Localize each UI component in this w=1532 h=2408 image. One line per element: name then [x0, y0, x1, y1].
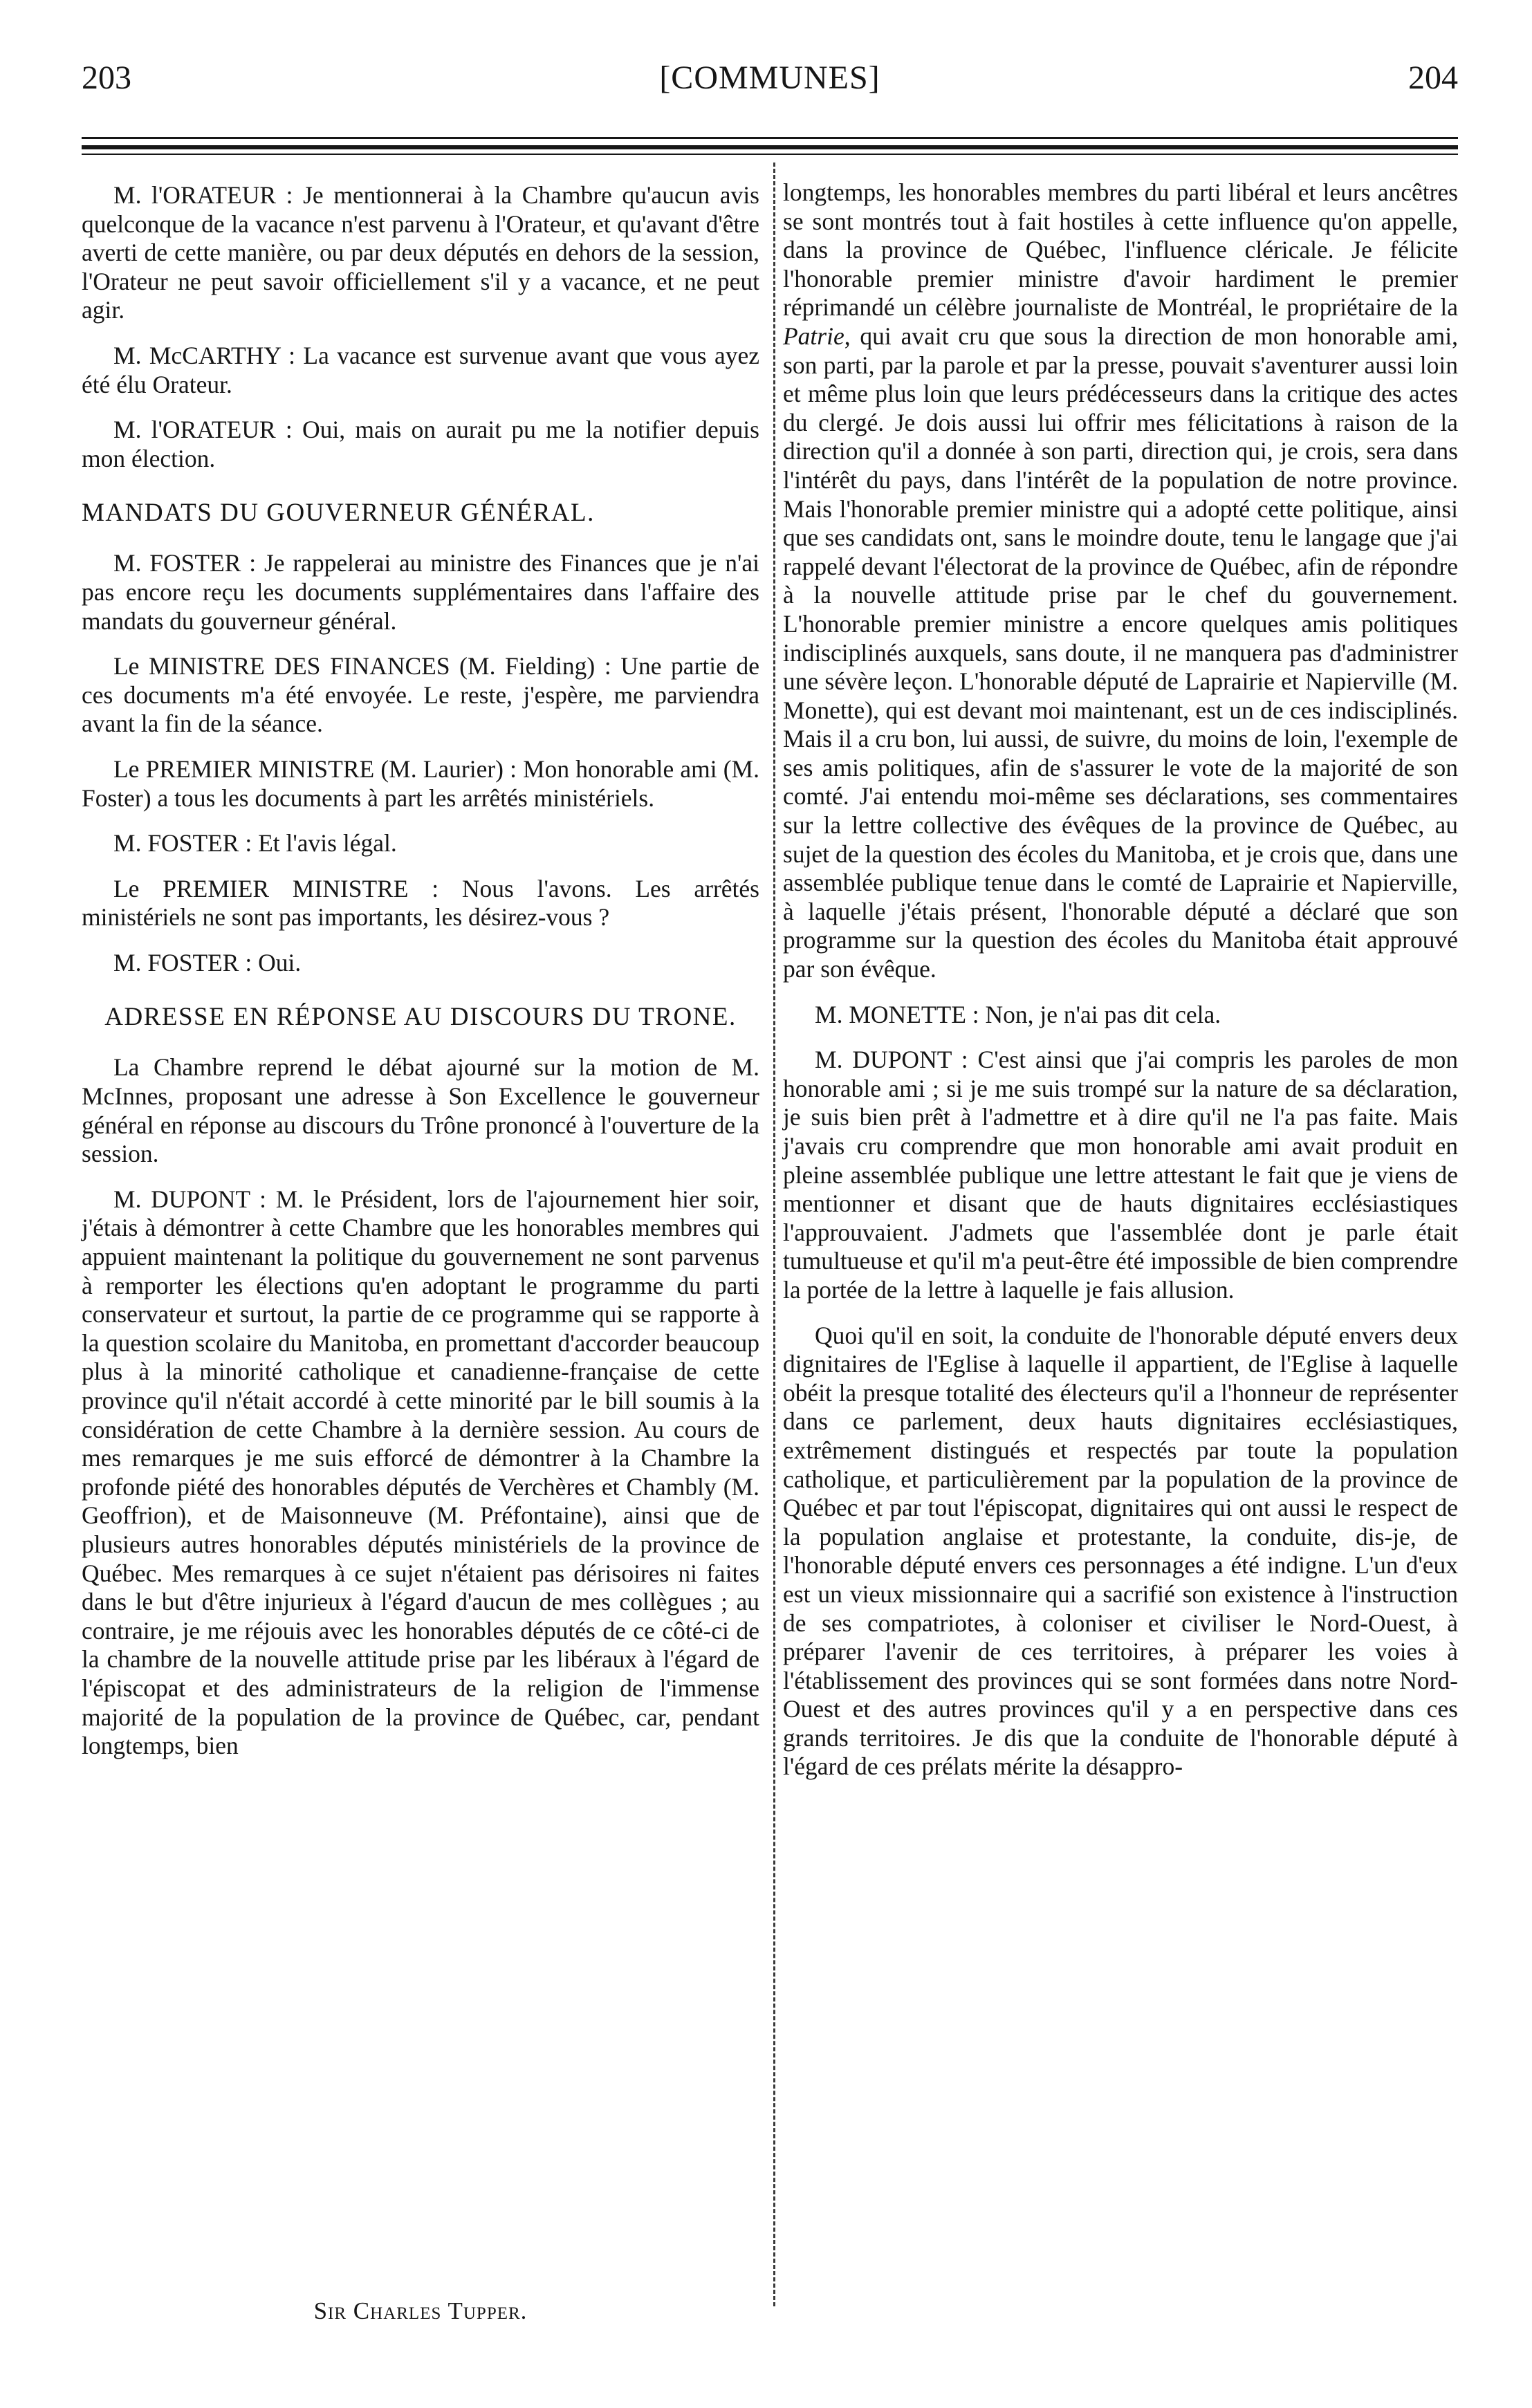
paragraph-foster-3: M. FOSTER : Oui. — [113, 948, 302, 976]
paragraph-orateur-1: M. l'ORATEUR : Je mentionnerai à la Chambre qu'aucun avis quelconque de la vacance n'est parvenu à l'Orateur, et qu'avant d'être averti de cette manière, ou par deux députés en dehors de la session, l'Orateur ne peut savoir officiellement s'il y a vacance, et ne peut agir. — [82, 181, 759, 324]
paragraph-mccarthy: M. McCARTHY : La vacance est survenue avant que vous ayez été élu Orateur. — [82, 341, 759, 398]
header-rule-bottom — [82, 154, 1458, 155]
left-column — [82, 181, 759, 1777]
page-number-right: 204 — [1408, 59, 1458, 96]
header-rule-top — [82, 137, 1458, 139]
heading-mandats: MANDATS DU GOUVERNEUR GÉNÉRAL. — [82, 499, 595, 528]
paragraph-dupont-1: M. DUPONT : M. le Président, lors de l'ajournement hier soir, j'étais à démontrer à cette Chambre que les honorables membres qui appuient maintenant la politique du gouvernement ne sont parvenus à remporter les élections qu'en adoptant le programme du parti conservateur et surtout, la partie de ce programme qui se rapporte à la question scolaire du Manitoba, en promettant d'accorder beaucoup plus à la minorité catholique et canadienne-française de cette province qu'il n'était accordé à cette minorité par le bill soumis à la considération de cette Chambre à la dernière session. Au cours de mes remarques je me suis efforcé de démontrer à la Chambre la profonde piété des honorables députés de Verchères et Chambly (M. Geoffrion), et de Maisonneuve (M. Préfontaine), ainsi que de plusieurs autres honorables députés ministériels de la province de Québec. Mes remarques à ce sujet n'étaient pas dérisoires ni faites dans le but d'être injurieux à l'égard d'aucun de mes collègues ; au contraire, je me réjouis avec les honorables députés de ce côté-ci de la chambre de la nouvelle attitude prise par les libéraux à l'égard de l'épiscopat et des administrateurs de la religion de l'immense majorité de la population de la province de Québec, car, pendant longtemps, bien — [82, 1185, 759, 1760]
footer-speaker-name: Sir Charles Tupper. — [313, 2297, 528, 2324]
paragraph-premier-ministre-1: Le PREMIER MINISTRE (M. Laurier) : Mon honorable ami (M. Foster) a tous les documents à part les arrêtés ministériels. — [82, 754, 759, 812]
paragraph-chambre-debat: La Chambre reprend le débat ajourné sur la motion de M. McInnes, proposant une adresse à Son Excellence le gouverneur général en réponse au discours du Trône prononcé à l'ouverture de la session. — [82, 1053, 759, 1168]
column-divider — [773, 163, 775, 2306]
paragraph-dupont-3: Quoi qu'il en soit, la conduite de l'honorable député envers deux dignitaires de l'Eglise à laquelle il appartient, de l'Eglise à laquelle obéit la presque totalité des électeurs qu'il a l'honneur de représenter dans ce parlement, deux hauts dignitaires ecclésiastiques, extrêmement distingués et respectés par toute la population catholique, et particulièrement par la population de la province de Québec et par tout l'épiscopat, dignitaires qui ont aussi le respect de la population anglaise et protestante, la conduite, dis-je, de l'honorable député envers ces personnages a été indigne. L'un d'eux est un vieux missionnaire qui a sacrifié son existence à l'instruction de ses compatriotes, à coloniser et civiliser le Nord-Ouest, à préparer l'avenir de ces territoires, à préparer les voies à l'établissement des provinces qui se sont formées dans notre Nord-Ouest et des autres provinces qu'il y a en perspective dans ces grands territoires. Je dis que la conduite de l'honorable député à l'égard de ces prélats mérite la désappro- — [783, 1321, 1458, 1781]
page-number-left: 203 — [82, 59, 131, 96]
paragraph-monette: M. MONETTE : Non, je n'ai pas dit cela. — [815, 1000, 1221, 1028]
paragraph-ministre-finances: Le MINISTRE DES FINANCES (M. Fielding) : Une partie de ces documents m'a été envoyée. Le reste, j'espère, me parviendra avant la fin de la séance. — [82, 652, 759, 738]
paragraph-foster-2: M. FOSTER : Et l'avis légal. — [113, 829, 397, 858]
section-title: [COMMUNES] — [659, 59, 880, 96]
text-run: , qui avait cru que sous la direction de mon honorable ami, son parti, par la parole et par la presse, pouvait s'aventurer aussi loin et même plus loin que leurs prédécesseurs dans la critique des actes du clergé. Je dois aussi lui offrir mes félicitations à raison de la direction qu'il a donnée à son parti, direction qui, je crois, sera dans l'intérêt du pays, dans l'intérêt de la population de notre province. Mais l'honorable premier ministre qui a adopté cette politique, ainsi que ses candidats ont, sans le moindre doute, tenu le langage que j'ai rappelé devant l'électorat de la province de Québec, afin de répondre à la nouvelle attitude prise par le chef du gouvernement. L'honorable premier ministre a encore quelques amis politiques indisciplinés auxquels, sans doute, il ne manquera pas d'administrer une sévère leçon. L'honorable député de Laprairie et Napierville (M. Monette), qui est devant moi maintenant, est un de ces indisciplinés. Mais il a cru bon, lui aussi, de suivre, du moins de loin, l'exemple de ses amis politiques, afin de s'assurer le vote de la majorité de son comté. J'ai entendu moi-même ses déclarations, ses commentaires sur la lettre collective des évêques de la province de Québec, au sujet de la question des écoles du Manitoba, et je crois que, dans une assemblée publique tenue dans le comté de Laprairie et Napierville, à laquelle j'étais présent, l'honorable député a déclaré que son programme sur la question des écoles du Manitoba était approuvé par son évêque. — [783, 322, 1458, 983]
paragraph-premier-ministre-2: Le PREMIER MINISTRE : Nous l'avons. Les arrêtés ministériels ne sont pas importants, les désirez-vous ? — [82, 874, 759, 932]
right-column — [783, 178, 1458, 1798]
running-header — [82, 54, 1458, 102]
paragraph-foster-1: M. FOSTER : Je rappelerai au ministre des Finances que je n'ai pas encore reçu les documents supplémentaires dans l'affaire des mandats du gouverneur général. — [82, 549, 759, 635]
text-run: longtemps, les honorables membres du parti libéral et leurs ancêtres se sont montrés tout à fait hostiles à cette influence qu'on appelle, dans la province de Québec, l'influence cléricale. Je félicite l'honorable premier ministre d'avoir hardiment le premier réprimandé un célèbre journaliste de Montréal, le propriétaire de la — [783, 178, 1458, 322]
heading-adresse: ADRESSE EN RÉPONSE AU DISCOURS DU TRONE. — [104, 1003, 737, 1032]
paragraph-dupont-continued — [783, 178, 1458, 984]
paragraph-dupont-2: M. DUPONT : C'est ainsi que j'ai compris les paroles de mon honorable ami ; si je me suis trompé sur la nature de sa déclaration, je suis bien prêt à l'admettre et à dire qu'il ne l'a pas faite. Mais j'avais cru comprendre que mon honorable ami avait produit en pleine assemblée publique une lettre attestant le fait que je viens de mentionner et disant que de hauts dignitaires ecclésiastiques l'approuvaient. J'admets que l'assemblée dont je parle était tumultueuse et qu'il m'a peut-être été impossible de bien comprendre la portée de la lettre à laquelle je fais allusion. — [783, 1046, 1458, 1304]
newspaper-title: Patrie — [783, 322, 845, 350]
paragraph-orateur-2: M. l'ORATEUR : Oui, mais on aurait pu me la notifier depuis mon élection. — [82, 416, 759, 472]
header-rule-thick — [82, 145, 1458, 149]
